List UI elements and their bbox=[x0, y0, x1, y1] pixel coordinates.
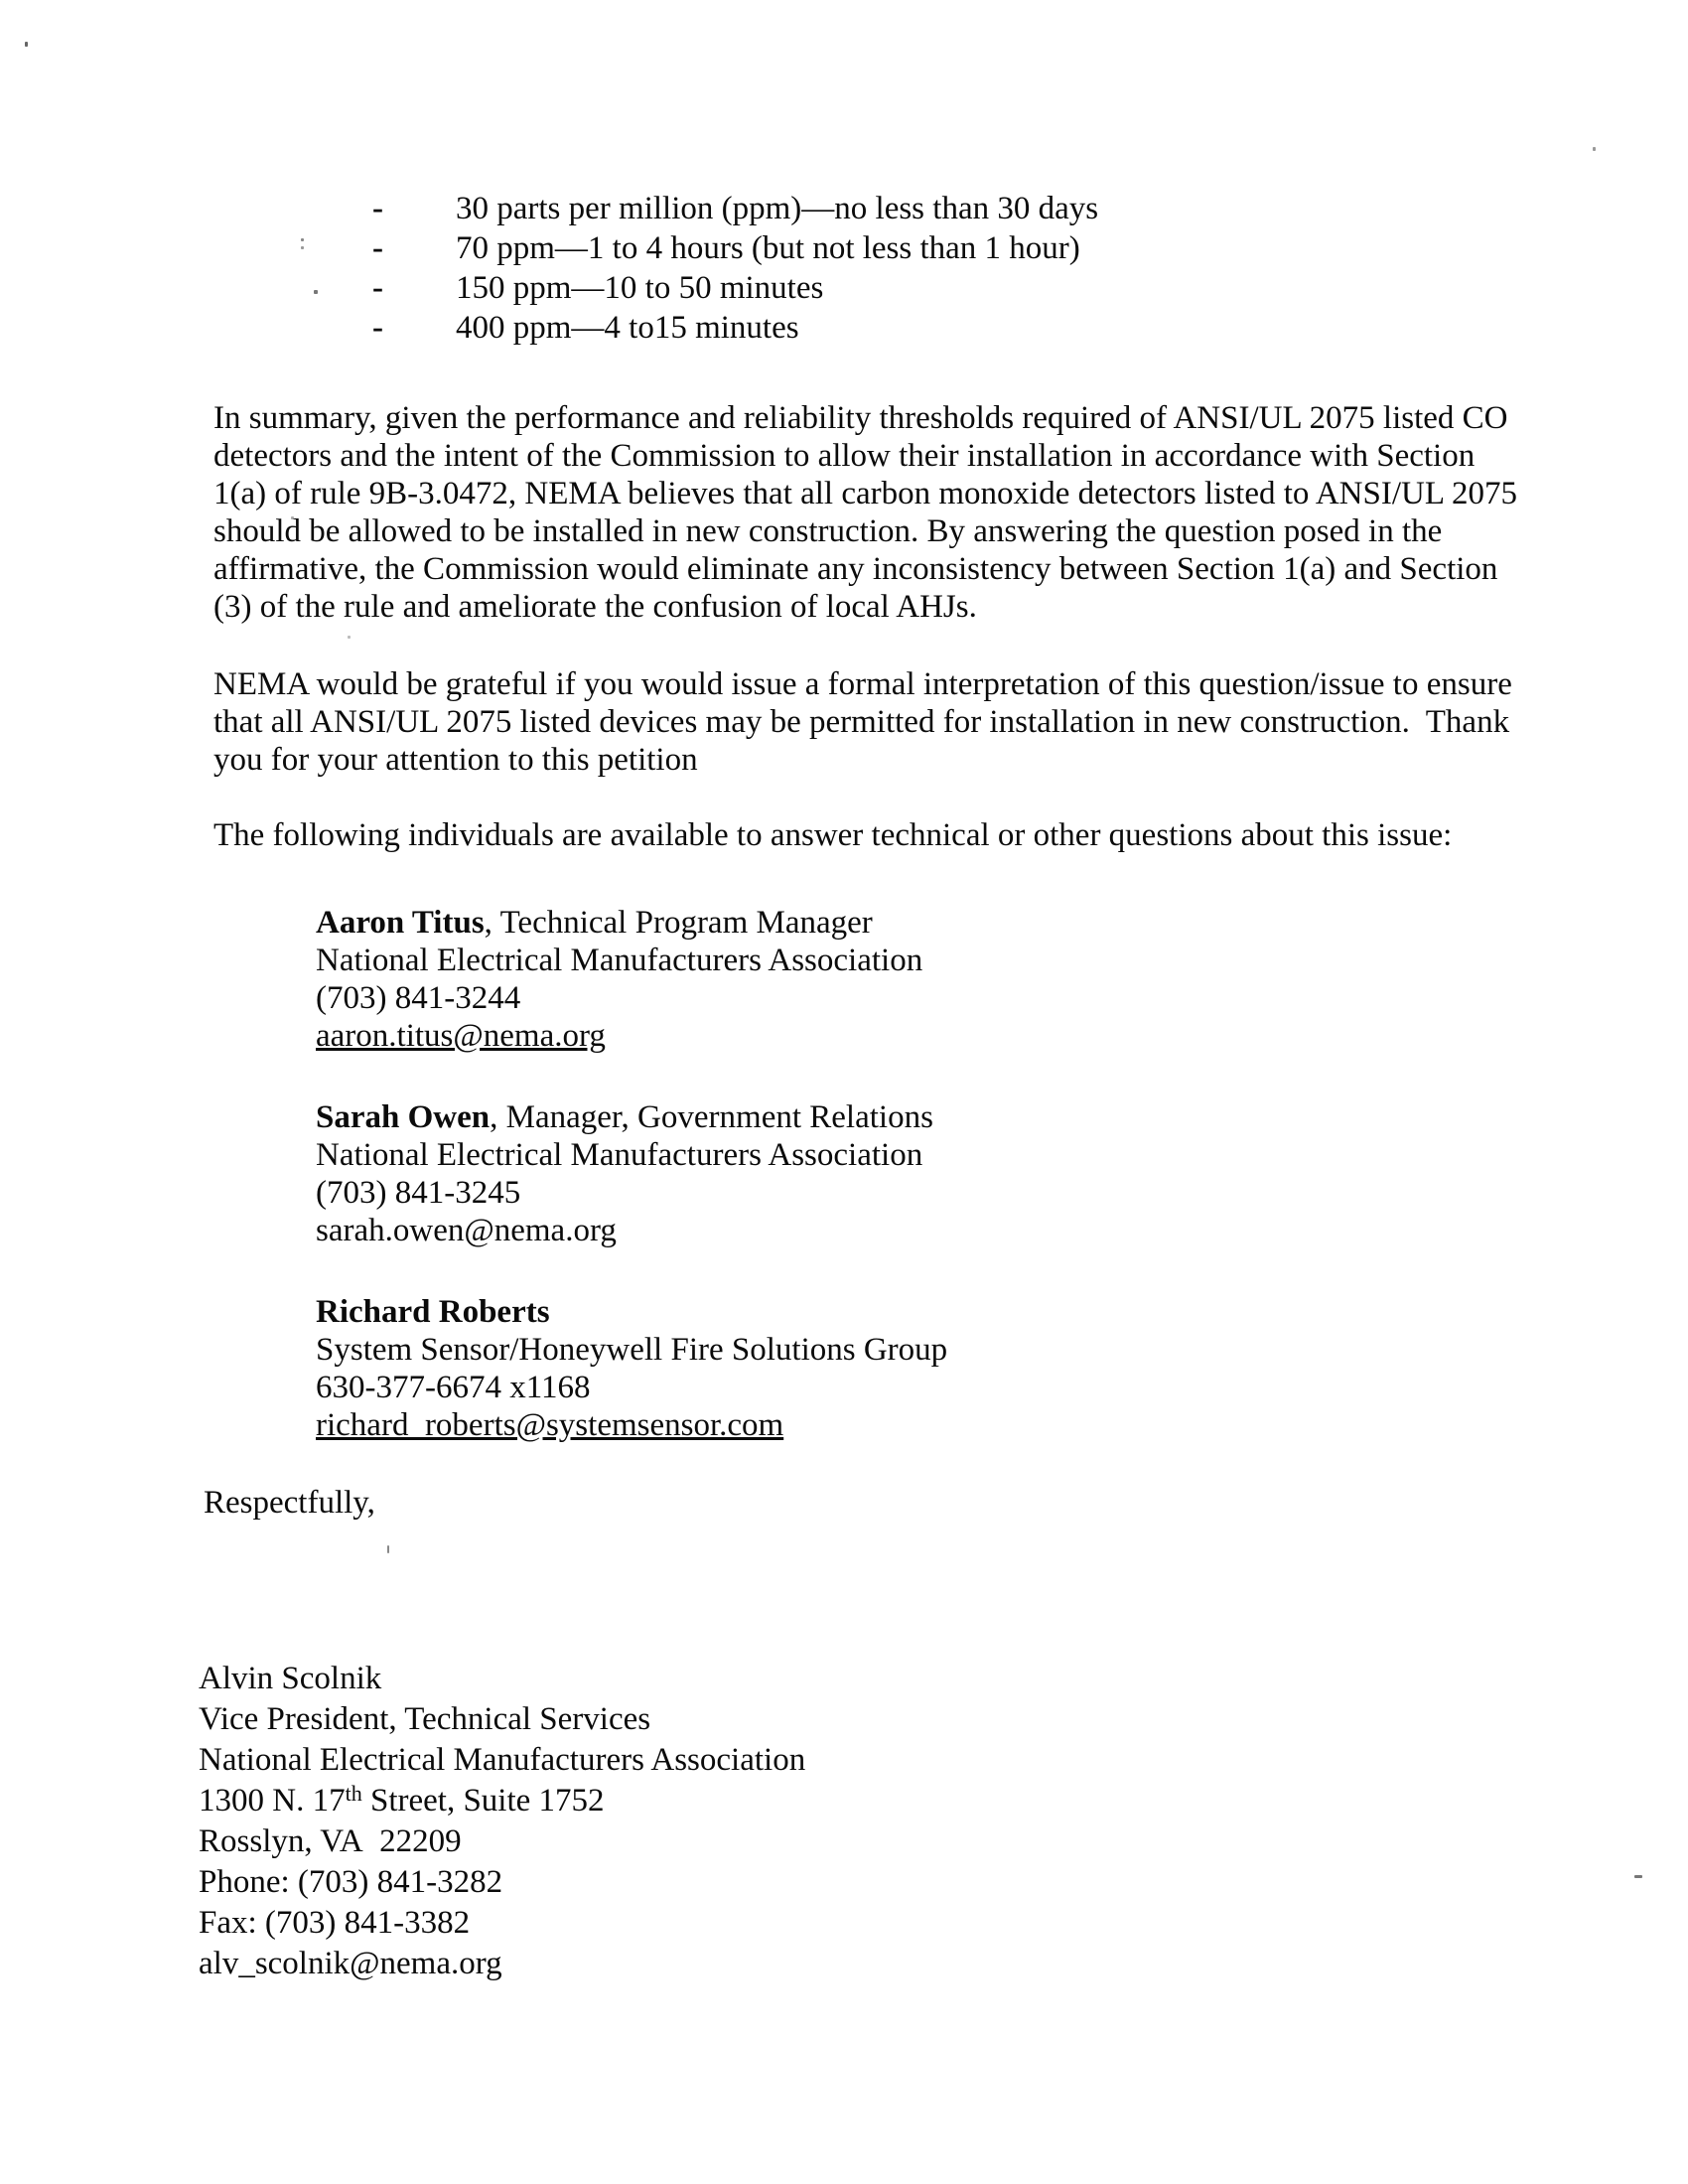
signer-city: Rosslyn, VA 22209 bbox=[199, 1823, 462, 1859]
co-threshold-list bbox=[372, 189, 1569, 348]
ordinal-suffix: th bbox=[345, 1781, 362, 1806]
bullet-text: 400 ppm—4 to15 minutes bbox=[456, 310, 799, 346]
contact-block-aaron-titus bbox=[316, 904, 1569, 1055]
scan-speckle bbox=[25, 42, 28, 47]
paragraph-contacts-intro: The following individuals are available to answer technical or other questions about this issue: bbox=[213, 817, 1453, 853]
signature-whitespace bbox=[199, 1522, 1569, 1659]
contact-phone: (703) 841-3244 bbox=[316, 980, 521, 1016]
contact-role: , Technical Program Manager bbox=[484, 905, 873, 941]
signer-org: National Electrical Manufacturers Association bbox=[199, 1742, 806, 1778]
list-item bbox=[372, 189, 1569, 228]
contact-name: Sarah Owen bbox=[316, 1099, 491, 1135]
list-item bbox=[372, 268, 1569, 308]
paragraph-request: NEMA would be grateful if you would issue a formal interpretation of this question/issue to ensure that all ANSI/UL 2075 listed devices may be permitted for installation in new construction. Thank you for your attention to this petition bbox=[213, 666, 1512, 778]
bullet-text: 70 ppm—1 to 4 hours (but not less than 1 hour) bbox=[456, 230, 1080, 266]
bullet-text: 150 ppm—10 to 50 minutes bbox=[456, 270, 824, 306]
closing-salutation: Respectfully, bbox=[204, 1485, 375, 1521]
signer-address bbox=[199, 1781, 1569, 1821]
paragraph-summary: In summary, given the performance and reliability thresholds required of ANSI/UL 2075 listed CO detectors and the intent of the Commission to allow their installation in accordance with Section 1(a) of rule 9B-3.0472, NEMA believes that all carbon monoxide detectors listed to ANSI/UL 2075 should be allowed to be installed in new construction. By answering the question posed in the affirmative, the Commission would eliminate any inconsistency between Section 1(a) and Section (3) of the rule and ameliorate the confusion of local AHJs. bbox=[213, 400, 1518, 625]
contact-org: System Sensor/Honeywell Fire Solutions Group bbox=[316, 1332, 948, 1368]
contact-email: sarah.owen@nema.org bbox=[316, 1213, 617, 1248]
contact-phone: (703) 841-3245 bbox=[316, 1175, 521, 1211]
signature-block bbox=[199, 1659, 1569, 1984]
signer-name: Alvin Scolnik bbox=[199, 1661, 382, 1696]
contact-name-line bbox=[316, 904, 1569, 942]
bullet-text: 30 parts per million (ppm)—no less than 30 days bbox=[456, 191, 1099, 226]
bullet-dash: - bbox=[372, 270, 383, 306]
contact-name-line bbox=[316, 1098, 1569, 1136]
address-number: 1300 N. 17 bbox=[199, 1783, 346, 1819]
bullet-dash: - bbox=[372, 230, 383, 266]
signer-email: alv_scolnik@nema.org bbox=[199, 1946, 502, 1981]
contact-org: National Electrical Manufacturers Association bbox=[316, 943, 923, 978]
contact-block-sarah-owen bbox=[316, 1098, 1569, 1249]
list-item bbox=[372, 308, 1569, 348]
scan-speckle bbox=[1634, 1875, 1642, 1878]
bullet-dash: - bbox=[372, 191, 383, 226]
contact-block-richard-roberts bbox=[316, 1293, 1569, 1444]
scan-speckle bbox=[1593, 147, 1596, 151]
contact-role: , Manager, Government Relations bbox=[490, 1099, 933, 1135]
address-street: Street, Suite 1752 bbox=[361, 1783, 605, 1819]
letter-body bbox=[199, 189, 1569, 1984]
signer-fax: Fax: (703) 841-3382 bbox=[199, 1905, 471, 1941]
contact-email: aaron.titus@nema.org bbox=[316, 1018, 606, 1054]
contact-name: Aaron Titus bbox=[316, 905, 485, 941]
contact-phone: 630-377-6674 x1168 bbox=[316, 1370, 591, 1405]
contact-name: Richard Roberts bbox=[316, 1294, 550, 1330]
contact-org: National Electrical Manufacturers Association bbox=[316, 1137, 923, 1173]
contact-email: richard_roberts@systemsensor.com bbox=[316, 1407, 784, 1443]
signer-title: Vice President, Technical Services bbox=[199, 1701, 651, 1737]
bullet-dash: - bbox=[372, 310, 383, 346]
list-item bbox=[372, 228, 1569, 268]
contact-name-line bbox=[316, 1293, 1569, 1331]
signer-phone: Phone: (703) 841-3282 bbox=[199, 1864, 503, 1900]
